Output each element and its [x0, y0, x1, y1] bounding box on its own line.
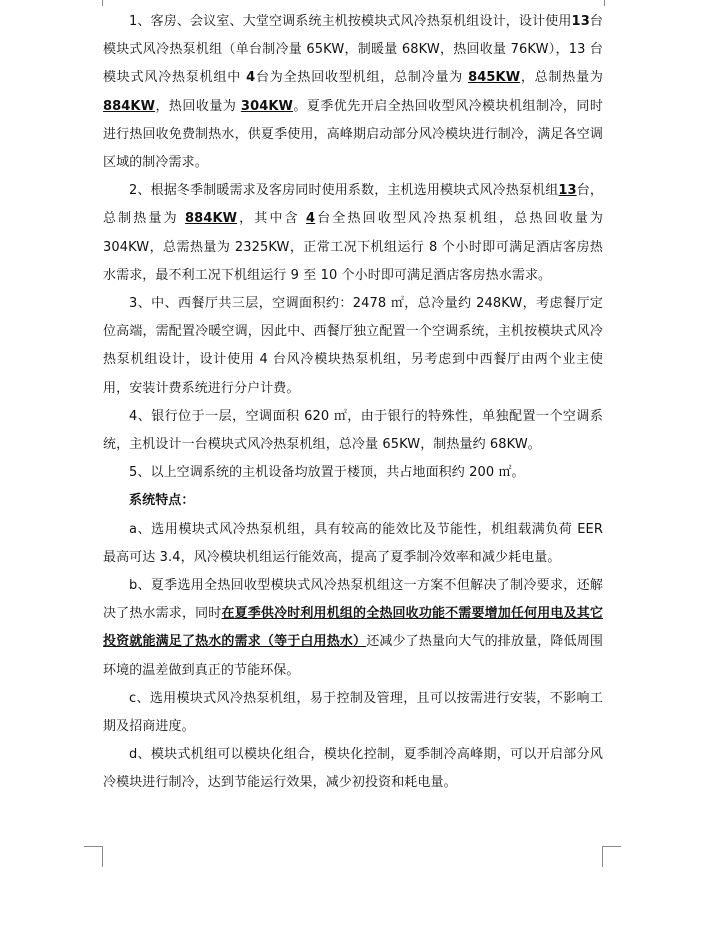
page-corner-mark-bottom-left	[84, 846, 103, 867]
paragraph-1: 1、客房、会议室、大堂空调系统主机按模块式风冷热泵机组设计，设计使用13台模块式风冷热泵机组（单台制冷量 65KW，制暖量 68KW，热回收量 76KW），13 台模块式风冷热泵机组中 4台为全热回收型机组，总制冷量为 845KW，总制热量为 884KW，热回收量为 304KW。夏季优先开启全热回收型风冷模块机组制冷，同时进行热回收免费制热水，供夏季使用，高峰期启动部分风冷模块进行制冷，满足各空调区域的制冷需求。	[103, 14, 604, 171]
paragraph-2: 2、根据冬季制暖需求及客房同时使用系数，主机选用模块式风冷热泵机组13台，总制热量为 884KW，其中含 4台全热回收型风冷热泵机组，总热回收量为 304KW，总需热量为 2325KW，正常工况下机组运行 8 个小时即可满足酒店客房热水需求，最不利工况下机组运行 9 至 10 个小时即可满足酒店客房热水需求。	[103, 183, 604, 283]
section-heading: 系统特点：	[129, 493, 195, 509]
paragraph-5: 5、以上空调系统的主机设备均放置于楼顶，共占地面积约 200 ㎡。	[129, 465, 525, 481]
page-corner-mark-bottom-right	[602, 846, 621, 867]
document-body	[103, 8, 603, 798]
paragraph-4: 4、银行位于一层，空调面积 620 ㎡，由于银行的特殊性，单独配置一个空调系统，主机设计一台模块式风冷热泵机组，总冷量 65KW，制热量约 68KW。	[103, 408, 603, 453]
feature-d: d、模块式机组可以模块化组合，模块化控制，夏季制冷高峰期，可以开启部分风冷模块进行制冷，达到节能运行效果，减少初投资和耗电量。	[103, 747, 603, 791]
paragraph-3: 3、中、西餐厅共三层，空调面积约：2478 ㎡，总冷量约 248KW，考虑餐厅定位高端，需配置冷暖空调，因此中、西餐厅独立配置一个空调系统，主机按模块式风冷热泵机组设计，设计使用 4 台风冷模块热泵机组，另考虑到中西餐厅由两个业主使用，安装计费系统进行分户计费。	[103, 296, 603, 396]
page-corner-mark-top-left	[84, 0, 103, 6]
page-corner-mark-top-right	[604, 0, 623, 6]
feature-b: b、夏季选用全热回收型模块式风冷热泵机组这一方案不但解决了制冷要求，还解决了热水需求，同时在夏季供冷时利用机组的全热回收功能不需要增加任何用电及其它投资就能满足了热水的需求（等于白用热水）还减少了热量向大气的排放量，降低周围环境的温差做到真正的节能环保。	[103, 578, 603, 678]
feature-a: a、选用模块式风冷热泵机组，具有较高的能效比及节能性，机组载满负荷 EER 最高可达 3.4，风冷模块机组运行能效高，提高了夏季制冷效率和减少耗电量。	[103, 521, 603, 565]
feature-c: c、选用模块式风冷热泵机组，易于控制及管理，且可以按需进行安装，不影响工期及招商进度。	[103, 690, 603, 735]
